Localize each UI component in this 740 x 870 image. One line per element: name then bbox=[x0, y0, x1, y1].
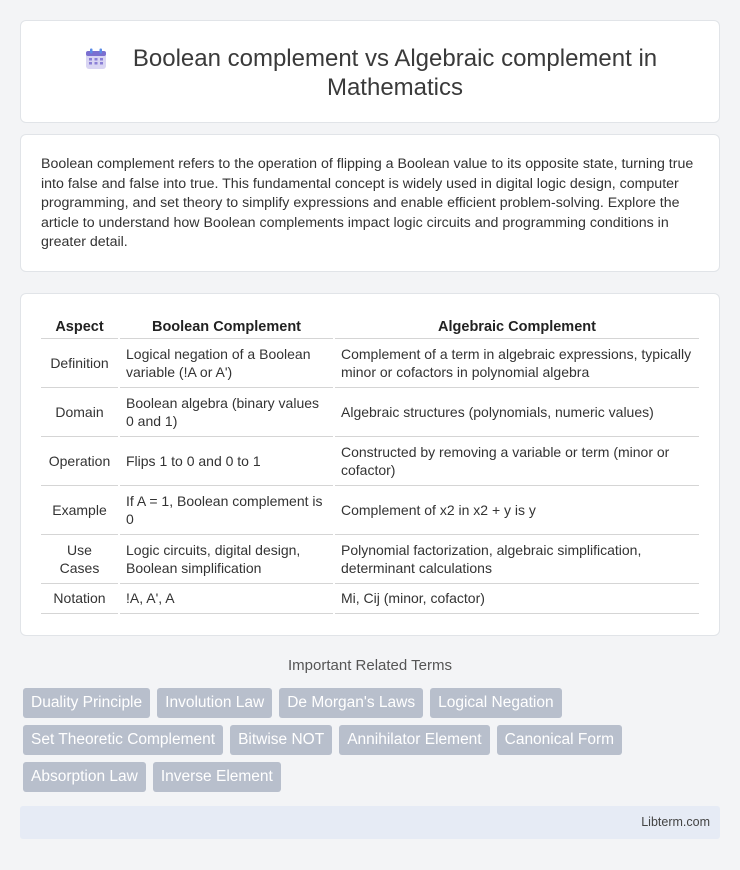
related-term-tag[interactable]: Annihilator Element bbox=[339, 725, 489, 755]
row-aspect: Domain bbox=[41, 387, 119, 436]
title-card bbox=[20, 20, 720, 123]
related-terms-heading: Important Related Terms bbox=[288, 657, 452, 674]
row-algebraic: Polynomial factorization, algebraic simplification, determinant calculations bbox=[334, 534, 699, 583]
row-boolean: !A, A', A bbox=[119, 583, 334, 613]
related-term-tag[interactable]: Involution Law bbox=[157, 688, 272, 718]
row-boolean: Boolean algebra (binary values 0 and 1) bbox=[119, 387, 334, 436]
related-term-tag[interactable]: Bitwise NOT bbox=[230, 725, 332, 755]
intro-paragraph: Boolean complement refers to the operation of flipping a Boolean value to its opposite state, turning true into false and false into true. This fundamental concept is widely used in digital logic design, computer programming, and set theory to simplify expressions and enable efficient problem-solving. Explore the article to understand how Boolean complements impact logic circuits and programming conditions in greater detail. bbox=[41, 156, 694, 251]
header-algebraic: Algebraic Complement bbox=[334, 316, 699, 338]
footer bbox=[20, 806, 720, 839]
row-boolean: Logic circuits, digital design, Boolean simplification bbox=[119, 534, 334, 583]
row-boolean: If A = 1, Boolean complement is 0 bbox=[119, 485, 334, 534]
related-term-tag[interactable]: Absorption Law bbox=[23, 762, 146, 792]
row-aspect: Example bbox=[41, 485, 119, 534]
comparison-table bbox=[41, 316, 699, 614]
intro-card bbox=[20, 134, 720, 272]
footer-site-link[interactable]: Libterm.com bbox=[641, 815, 710, 829]
page-title: Boolean complement vs Algebraic complement in Mathematics bbox=[132, 45, 658, 101]
row-aspect: Use Cases bbox=[41, 534, 119, 583]
comparison-table-card bbox=[20, 293, 720, 636]
row-aspect: Notation bbox=[41, 583, 119, 613]
related-term-tag[interactable]: Duality Principle bbox=[23, 688, 150, 718]
row-aspect: Operation bbox=[41, 436, 119, 485]
row-algebraic: Constructed by removing a variable or term (minor or cofactor) bbox=[334, 436, 699, 485]
header-boolean: Boolean Complement bbox=[119, 316, 334, 338]
row-algebraic: Algebraic structures (polynomials, numeric values) bbox=[334, 387, 699, 436]
table-row bbox=[41, 338, 699, 387]
table-row bbox=[41, 387, 699, 436]
related-term-tag[interactable]: De Morgan's Laws bbox=[279, 688, 423, 718]
row-algebraic: Complement of a term in algebraic expressions, typically minor or cofactors in polynomial algebra bbox=[334, 338, 699, 387]
table-row bbox=[41, 436, 699, 485]
row-boolean: Flips 1 to 0 and 0 to 1 bbox=[119, 436, 334, 485]
row-aspect: Definition bbox=[41, 338, 119, 387]
row-boolean: Logical negation of a Boolean variable (!A or A') bbox=[119, 338, 334, 387]
table-row bbox=[41, 485, 699, 534]
related-term-tag[interactable]: Set Theoretic Complement bbox=[23, 725, 223, 755]
related-term-tag[interactable]: Canonical Form bbox=[497, 725, 622, 755]
related-terms-list bbox=[23, 688, 713, 792]
row-algebraic: Complement of x2 in x2 + y is y bbox=[334, 485, 699, 534]
header-aspect: Aspect bbox=[41, 316, 119, 338]
related-term-tag[interactable]: Logical Negation bbox=[430, 688, 561, 718]
table-row bbox=[41, 583, 699, 613]
table-row bbox=[41, 534, 699, 583]
row-algebraic: Mi, Cij (minor, cofactor) bbox=[334, 583, 699, 613]
table-header-row bbox=[41, 316, 699, 338]
related-term-tag[interactable]: Inverse Element bbox=[153, 762, 281, 792]
